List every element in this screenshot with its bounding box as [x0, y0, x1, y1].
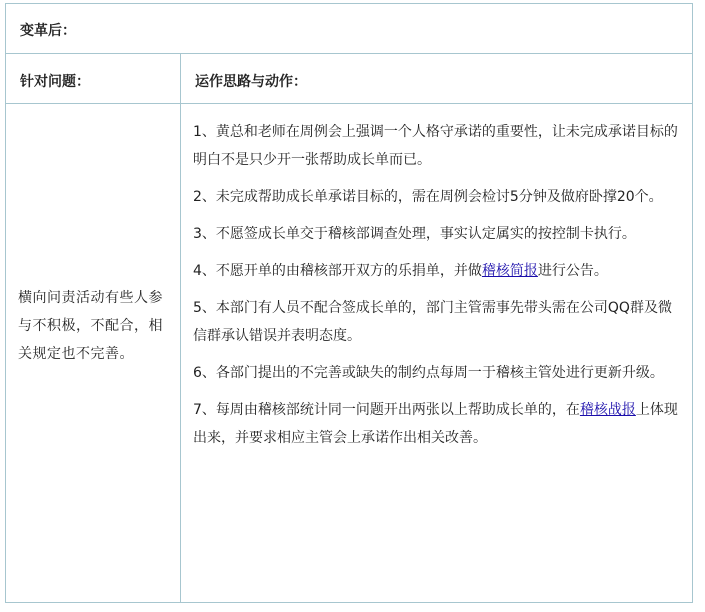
actions-list: [193, 118, 685, 461]
issue-cell: [6, 104, 181, 602]
action-item-7: [193, 396, 685, 452]
actions-cell: [181, 104, 692, 602]
actions-header: 运作思路与动作：: [195, 74, 307, 90]
actions-header-cell: [181, 54, 692, 104]
action-item-6: 6、各部门提出的不完善或缺失的制约点每周一于稽核主管处进行更新升级。: [193, 365, 664, 381]
issue-text: 横向问责活动有些人参与不积极，不配合，相关规定也不完善。: [18, 290, 163, 362]
audit-battle-report-link[interactable]: 稽核战报: [579, 402, 636, 418]
action-7-text-after: 上体现出来，并要求相应主管会上承诺作出相关改善。: [193, 402, 678, 446]
action-4-text-before: 4、不愿开单的由稽核部开双方的乐捐单，并做: [193, 263, 482, 279]
action-item-5: 5、本部门有人员不配合签成长单的，部门主管需事先带头需在公司QQ群及微信群承认错误并表明态度。: [193, 300, 672, 344]
action-item-4: [193, 257, 685, 285]
action-7-text-before: 7、每周由稽核部统计同一问题开出两张以上帮助成长单的，在: [193, 402, 580, 418]
reform-table: [5, 3, 693, 603]
issue-header: 针对问题：: [20, 74, 90, 90]
action-item-3: 3、不愿签成长单交于稽核部调查处理，事实认定属实的按控制卡执行。: [193, 226, 636, 242]
action-item-1: 1、黄总和老师在周例会上强调一个人格守承诺的重要性，让未完成承诺目标的明白不是只少开一张帮助成长单而已。: [193, 124, 678, 168]
action-item-2: 2、未完成帮助成长单承诺目标的，需在周例会检讨5分钟及做府卧撑20个。: [193, 189, 663, 205]
table-title: 变革后：: [20, 23, 76, 39]
issue-header-cell: [6, 54, 181, 104]
action-4-text-after: 进行公告。: [537, 263, 608, 279]
audit-briefing-link[interactable]: 稽核简报: [481, 263, 538, 279]
title-row: [6, 4, 692, 54]
